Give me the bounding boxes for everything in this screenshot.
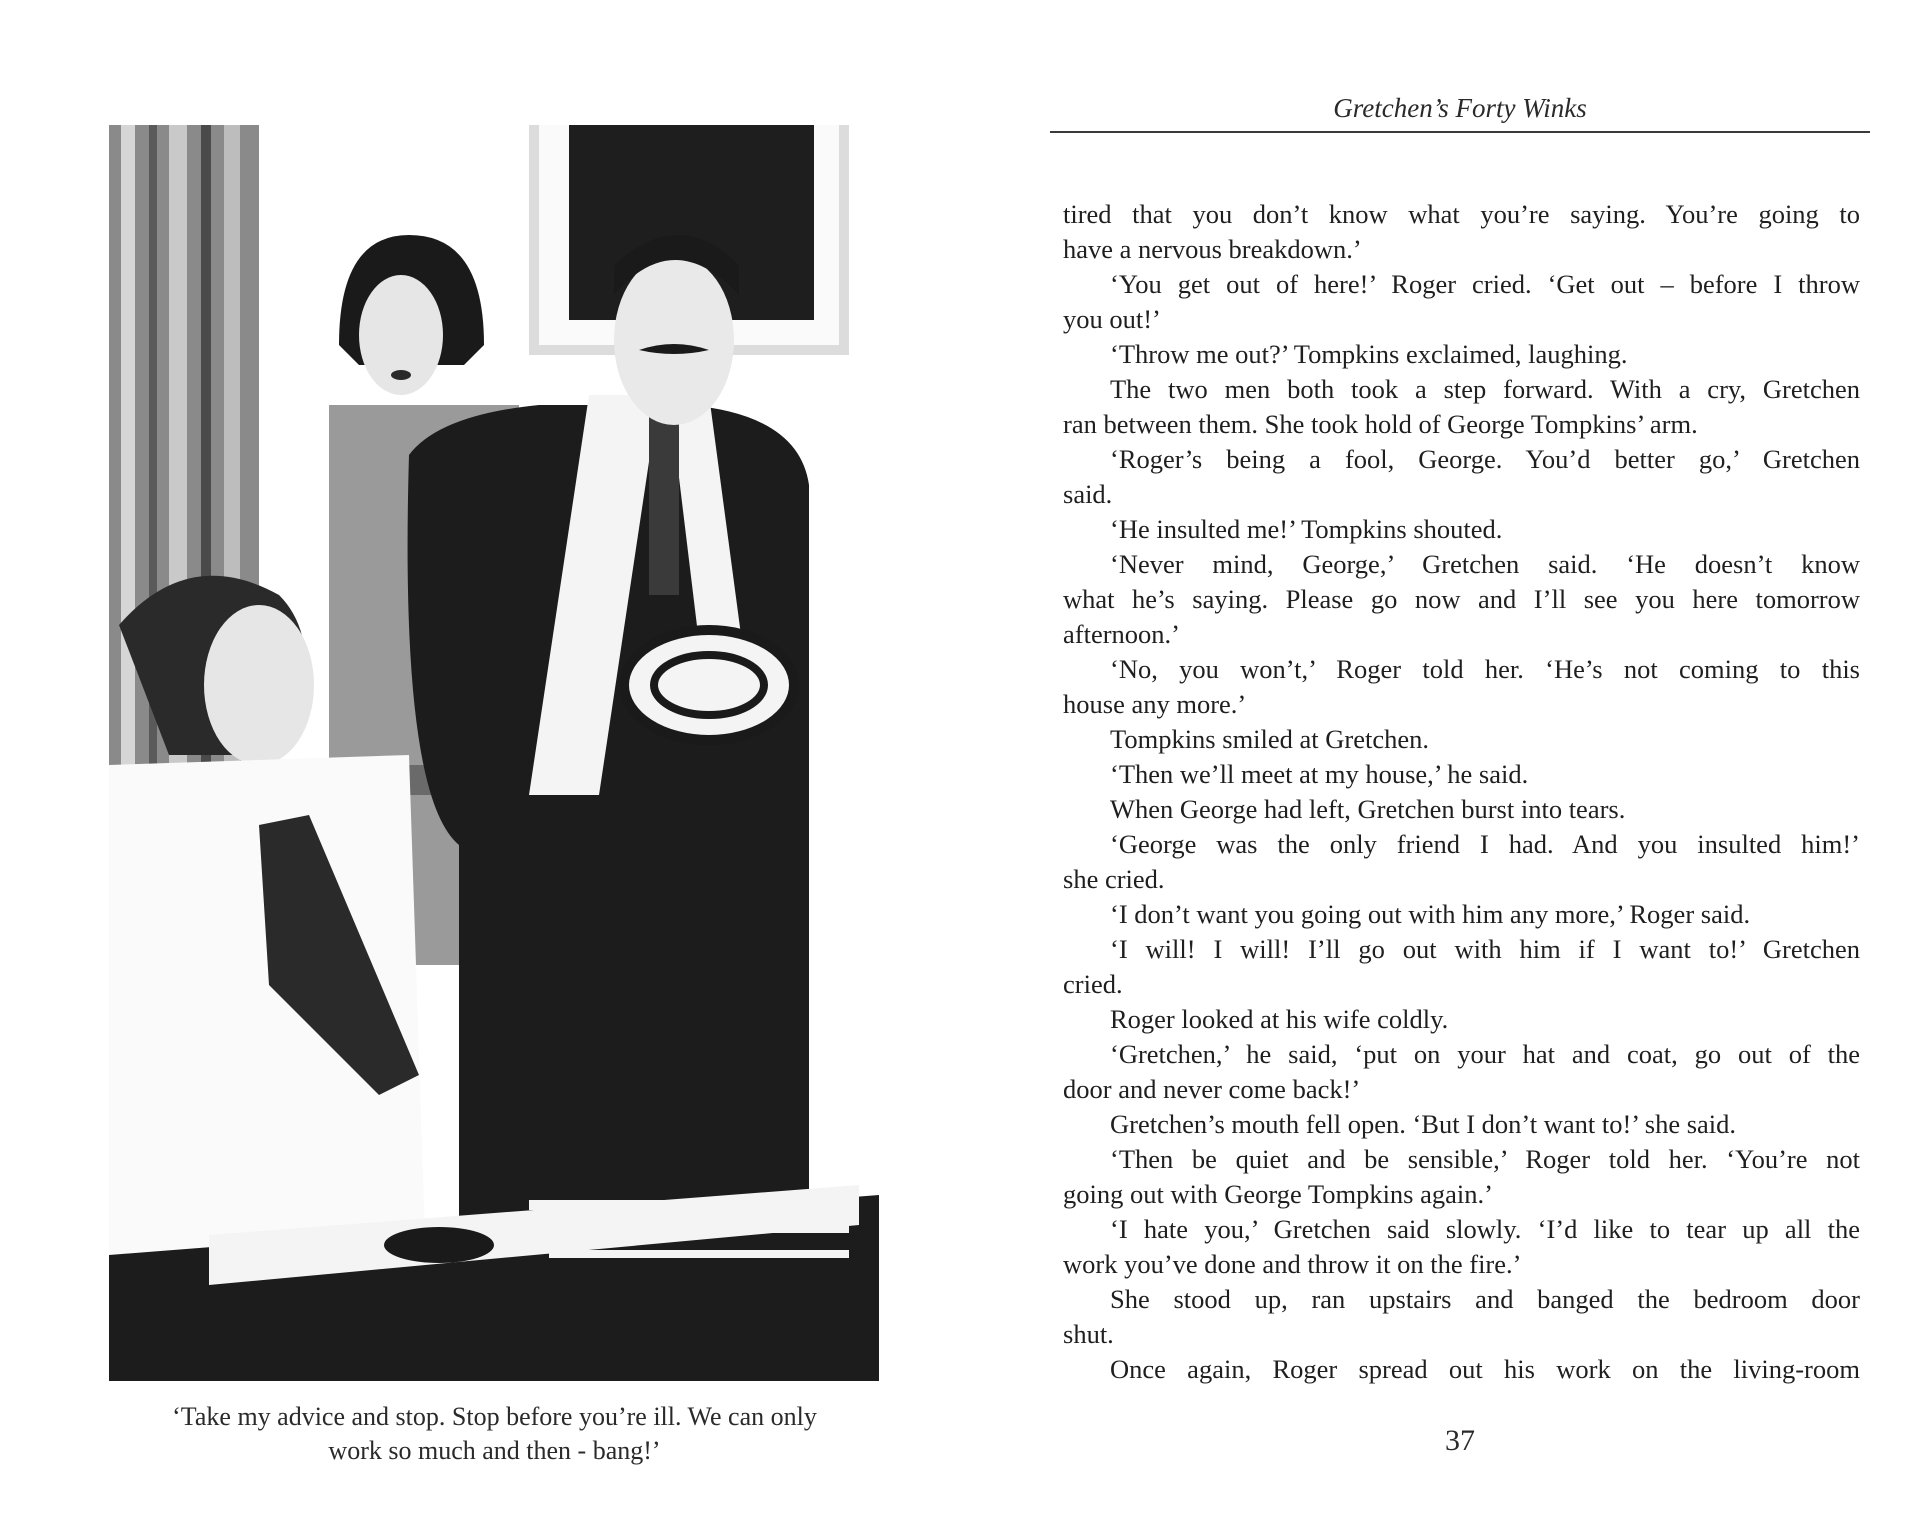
text-line: ‘He insulted me!’ Tompkins shouted.: [1110, 514, 1503, 544]
text-line: ‘Throw me out?’ Tompkins exclaimed, laughing.: [1110, 339, 1628, 369]
text-line: door and never come back!’: [1063, 1074, 1361, 1104]
header-rule: [1050, 131, 1870, 133]
text-line: She stood up, ran upstairs and banged the bedroom door: [1110, 1284, 1860, 1314]
text-line: said.: [1063, 479, 1113, 509]
illustration-icon: [109, 125, 880, 1381]
text-line: ‘Then be quiet and be sensible,’ Roger told her. ‘You’re not: [1110, 1144, 1860, 1174]
running-head: Gretchen’s Forty Winks: [1333, 93, 1587, 123]
illustration: [109, 125, 880, 1381]
text-line: tired that you don’t know what you’re saying. You’re going to: [1063, 199, 1860, 229]
text-line: what he’s saying. Please go now and I’ll see you here tomorrow: [1063, 584, 1860, 614]
text-line: ‘George was the only friend I had. And you insulted him!’: [1110, 829, 1860, 859]
text-line: she cried.: [1063, 864, 1165, 894]
text-line: ‘You get out of here!’ Roger cried. ‘Get out – before I throw: [1110, 269, 1860, 299]
text-line: you out!’: [1063, 304, 1161, 334]
page-number: 37: [1445, 1424, 1475, 1457]
text-line: ran between them. She took hold of George Tompkins’ arm.: [1063, 409, 1698, 439]
text-line: ‘I hate you,’ Gretchen said slowly. ‘I’d like to tear up all the: [1110, 1214, 1860, 1244]
text-line: Gretchen’s mouth fell open. ‘But I don’t want to!’ she said.: [1110, 1109, 1737, 1139]
text-line: ‘Then we’ll meet at my house,’ he said.: [1110, 759, 1529, 789]
text-line: going out with George Tompkins again.’: [1063, 1179, 1493, 1209]
text-line: work you’ve done and throw it on the fire.’: [1063, 1249, 1522, 1279]
text-line: ‘No, you won’t,’ Roger told her. ‘He’s not coming to this: [1110, 654, 1860, 684]
text-line: The two men both took a step forward. With a cry, Gretchen: [1110, 374, 1860, 404]
text-line: ‘Never mind, George,’ Gretchen said. ‘He doesn’t know: [1110, 549, 1860, 579]
text-line: ‘Roger’s being a fool, George. You’d better go,’ Gretchen: [1110, 444, 1860, 474]
body-text: [1063, 197, 1860, 1387]
caption-line: ‘Take my advice and stop. Stop before you’re ill. We can only: [172, 1402, 817, 1431]
illustration-caption: [109, 1400, 880, 1468]
text-line: house any more.’: [1063, 689, 1247, 719]
text-line: cried.: [1063, 969, 1123, 999]
text-line: ‘I will! I will! I’ll go out with him if I want to!’ Gretchen: [1110, 934, 1860, 964]
caption-line: work so much and then - bang!’: [328, 1436, 661, 1465]
text-line: Tompkins smiled at Gretchen.: [1110, 724, 1430, 754]
text-line: Roger looked at his wife coldly.: [1110, 1004, 1449, 1034]
text-line: ‘Gretchen,’ he said, ‘put on your hat and coat, go out of the: [1110, 1039, 1860, 1069]
text-line: Once again, Roger spread out his work on the living-room: [1110, 1354, 1860, 1384]
text-line: shut.: [1063, 1319, 1114, 1349]
text-line: ‘I don’t want you going out with him any more,’ Roger said.: [1110, 899, 1751, 929]
text-line: When George had left, Gretchen burst into tears.: [1110, 794, 1626, 824]
text-line: afternoon.’: [1063, 619, 1180, 649]
text-line: have a nervous breakdown.’: [1063, 234, 1362, 264]
